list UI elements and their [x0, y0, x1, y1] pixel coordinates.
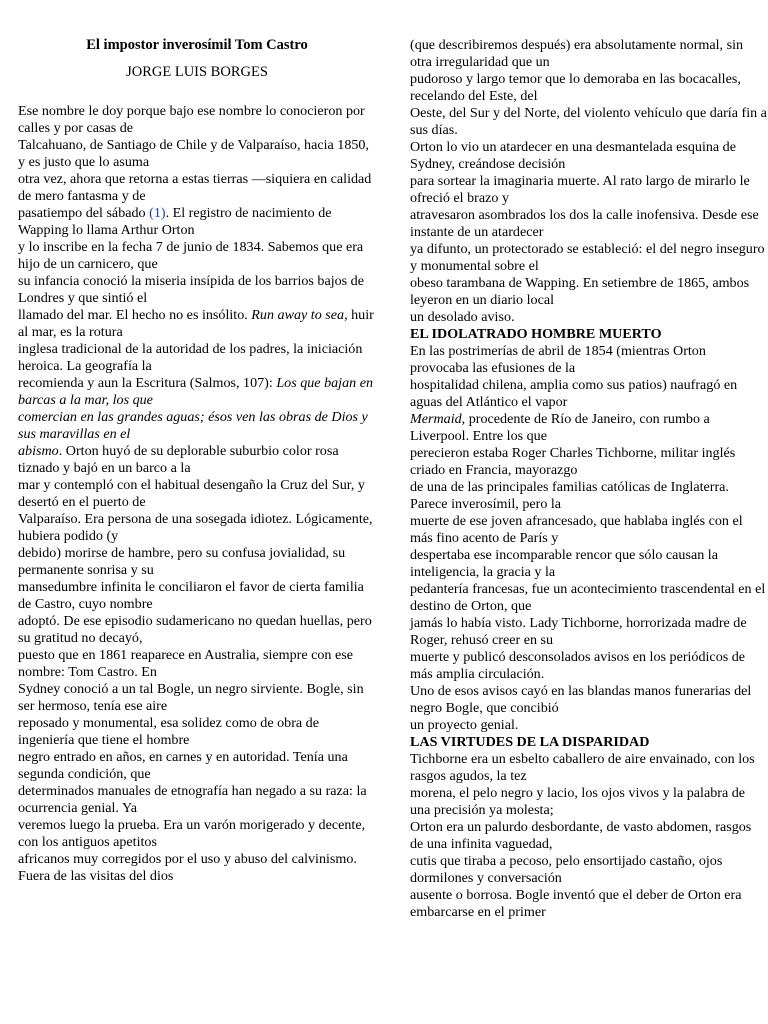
text-line	[18, 171, 376, 205]
text-line	[410, 411, 768, 445]
text-line	[18, 749, 376, 783]
text-line	[410, 819, 768, 853]
text-line	[410, 683, 768, 717]
footnote-link[interactable]: (1)	[149, 205, 166, 221]
text-segment: ya difunto, un protectorado se estableció: el del negro inseguro y monumental sobre el	[410, 241, 765, 274]
text-line	[410, 717, 768, 734]
italic-text: Mermaid	[410, 411, 462, 427]
text-segment: hospitalidad chilena, amplia como sus patios) naufragó en aguas del Atlántico el vapor	[410, 377, 738, 410]
text-segment: para sortear la imaginaria muerte. Al rato largo de mirarlo le ofreció el brazo y	[410, 173, 750, 206]
text-line	[410, 377, 768, 411]
text-line	[410, 71, 768, 105]
text-line	[18, 409, 376, 443]
text-line	[410, 513, 768, 547]
text-segment: de una de las principales familias católicas de Inglaterra. Parece inverosímil, pero la	[410, 479, 729, 512]
text-segment: jamás lo había visto. Lady Tichborne, horrorizada madre de Roger, rehusó creer en su	[410, 615, 747, 648]
text-line	[18, 613, 376, 647]
text-segment: un desolado aviso.	[410, 309, 515, 325]
text-line	[18, 341, 376, 375]
text-line	[410, 887, 768, 921]
text-segment: Ese nombre le doy porque bajo ese nombre lo conocieron por calles y por casas de	[18, 103, 365, 136]
text-line	[410, 785, 768, 819]
text-segment: pedantería francesas, fue un acontecimiento trascendental en el destino de Orton, que	[410, 581, 766, 614]
author-name: JORGE LUIS BORGES	[126, 64, 268, 80]
text-line	[18, 239, 376, 273]
text-segment: y lo inscribe en la fecha 7 de junio de 1834. Sabemos que era hijo de un carnicero, que	[18, 239, 364, 272]
left-column	[18, 37, 376, 885]
text-segment: Valparaíso. Era persona de una sosegada idiotez. Lógicamente, hubiera podido (y	[18, 511, 373, 544]
text-segment: ausente o borrosa. Bogle inventó que el deber de Orton era embarcarse en el primer	[410, 887, 742, 920]
text-line	[18, 545, 376, 579]
text-line	[18, 477, 376, 511]
text-segment: mansedumbre infinita le conciliaron el favor de cierta familia de Castro, cuyo nombre	[18, 579, 364, 612]
text-line	[18, 137, 376, 171]
text-line	[18, 715, 376, 749]
text-line	[18, 783, 376, 817]
text-segment: , huir al mar, es la rotura	[18, 307, 374, 340]
text-segment: obeso tarambana de Wapping. En setiembre de 1865, ambos leyeron en un diario local	[410, 275, 750, 308]
text-line	[18, 103, 376, 137]
text-segment: mar y contempló con el habitual desengaño la Cruz del Sur, y desertó en el puerto de	[18, 477, 365, 510]
text-line	[410, 853, 768, 887]
text-segment: un proyecto genial.	[410, 717, 519, 733]
italic-text: abismo	[18, 443, 59, 459]
text-segment: perecieron estaba Roger Charles Tichborne, militar inglés criado en Francia, mayorazgo	[410, 445, 736, 478]
text-segment: atravesaron asombrados los dos la calle inofensiva. Desde ese instante de un atardecer	[410, 207, 759, 240]
text-segment: Uno de esos avisos cayó en las blandas manos funerarias del negro Bogle, que concibió	[410, 683, 752, 716]
text-segment: recomienda y aun la Escritura (Salmos, 107):	[18, 375, 277, 391]
text-segment: debido) morirse de hambre, pero su confusa jovialidad, su permanente sonrisa y su	[18, 545, 346, 578]
text-segment: inglesa tradicional de la autoridad de los padres, la iniciación heroica. La geografía la	[18, 341, 363, 374]
italic-text: Run away to sea	[251, 307, 345, 323]
text-segment: Talcahuano, de Santiago de Chile y de Valparaíso, hacia 1850, y es justo que lo asuma	[18, 137, 369, 170]
text-segment: africanos muy corregidos por el uso y abuso del calvinismo. Fuera de las visitas del dios	[18, 851, 357, 884]
text-segment: muerte de ese joven afrancesado, que hablaba inglés con el más fino acento de París y	[410, 513, 743, 546]
text-segment: llamado del mar. El hecho no es insólito.	[18, 307, 252, 323]
text-line	[410, 139, 768, 173]
text-line	[410, 207, 768, 241]
text-line	[410, 343, 768, 377]
text-segment: pudoroso y largo temor que lo demoraba en las bocacalles, recelando del Este, del	[410, 71, 741, 104]
text-line	[410, 275, 768, 309]
text-line	[410, 751, 768, 785]
text-segment: muerte y publicó desconsolados avisos en los periódicos de más amplia circulación.	[410, 649, 746, 682]
text-line	[18, 579, 376, 613]
text-line	[18, 851, 376, 885]
text-line	[410, 105, 768, 139]
text-segment: cutis que tiraba a pecoso, pelo ensortijado castaño, ojos dormilones y conversación	[410, 853, 723, 886]
section-heading: LAS VIRTUDES DE LA DISPARIDAD	[410, 734, 650, 750]
text-line	[410, 649, 768, 683]
text-segment: su infancia conoció la miseria insípida de los barrios bajos de Londres y que sintió el	[18, 273, 364, 306]
text-line	[18, 817, 376, 851]
text-line	[18, 647, 376, 681]
text-segment: En las postrimerías de abril de 1854 (mientras Orton provocaba las efusiones de la	[410, 343, 706, 376]
text-segment: Oeste, del Sur y del Norte, del violento vehículo que daría fin a sus días.	[410, 105, 767, 138]
text-line	[18, 307, 376, 341]
text-segment: Sydney conoció a un tal Bogle, un negro sirviente. Bogle, sin ser hermoso, tenía ese aire	[18, 681, 364, 714]
text-line	[410, 241, 768, 275]
italic-text: comercian en las grandes aguas; ésos ven las obras de Dios y sus maravillas en el	[18, 409, 368, 442]
text-segment: pasatiempo del sábado	[18, 205, 150, 221]
document-title: El impostor inverosímil Tom Castro	[86, 37, 308, 53]
section-heading: EL IDOLATRADO HOMBRE MUERTO	[410, 326, 662, 342]
text-line	[410, 581, 768, 615]
text-segment: Orton era un palurdo desbordante, de vasto abdomen, rasgos de una infinita vaguedad,	[410, 819, 752, 852]
text-line	[410, 445, 768, 479]
text-segment: . Orton huyó de su deplorable suburbio color rosa tiznado y bajó en un barco a la	[18, 443, 339, 476]
right-column-body	[410, 37, 768, 921]
text-segment: determinados manuales de etnografía han negado a su raza: la ocurrencia genial. Ya	[18, 783, 367, 816]
text-line	[18, 205, 376, 239]
right-column	[410, 37, 768, 921]
text-line	[18, 511, 376, 545]
text-segment: , procedente de Río de Janeiro, con rumbo a Liverpool. Entre los que	[410, 411, 710, 444]
text-segment: despertaba ese incomparable rencor que sólo causan la inteligencia, la gracia y la	[410, 547, 718, 580]
text-line	[18, 273, 376, 307]
text-line	[410, 615, 768, 649]
text-line	[18, 375, 376, 409]
text-segment: puesto que en 1861 reaparece en Australia, siempre con ese nombre: Tom Castro. En	[18, 647, 353, 680]
text-line	[410, 309, 768, 326]
text-line	[18, 681, 376, 715]
text-line	[410, 173, 768, 207]
text-segment: morena, el pelo negro y lacio, los ojos vivos y la palabra de una precisión ya molesta;	[410, 785, 746, 818]
text-segment: . El registro de nacimiento de Wapping lo llama Arthur Orton	[18, 205, 332, 238]
text-segment: reposado y monumental, esa solidez como de obra de ingeniería que tiene el hombre	[18, 715, 319, 748]
text-segment: negro entrado en años, en carnes y en autoridad. Tenía una segunda condición, que	[18, 749, 348, 782]
text-segment: veremos luego la prueba. Era un varón morigerado y decente, con los antiguos apetitos	[18, 817, 366, 850]
text-segment: adoptó. De ese episodio sudamericano no quedan huellas, pero su gratitud no decayó,	[18, 613, 372, 646]
text-line	[18, 443, 376, 477]
left-column-body	[18, 103, 376, 885]
text-segment: (que describiremos después) era absolutamente normal, sin otra irregularidad que un	[410, 37, 744, 70]
text-segment: Orton lo vio un atardecer en una desmantelada esquina de Sydney, creándose decisión	[410, 139, 736, 172]
text-line	[410, 479, 768, 513]
text-segment: otra vez, ahora que retorna a estas tierras —siquiera en calidad de mero fantasma y de	[18, 171, 372, 204]
text-line	[410, 37, 768, 71]
text-line	[410, 547, 768, 581]
text-segment: Tichborne era un esbelto caballero de aire envainado, con los rasgos agudos, la tez	[410, 751, 755, 784]
italic-text: Los que bajan en barcas a la mar, los que	[18, 375, 374, 408]
